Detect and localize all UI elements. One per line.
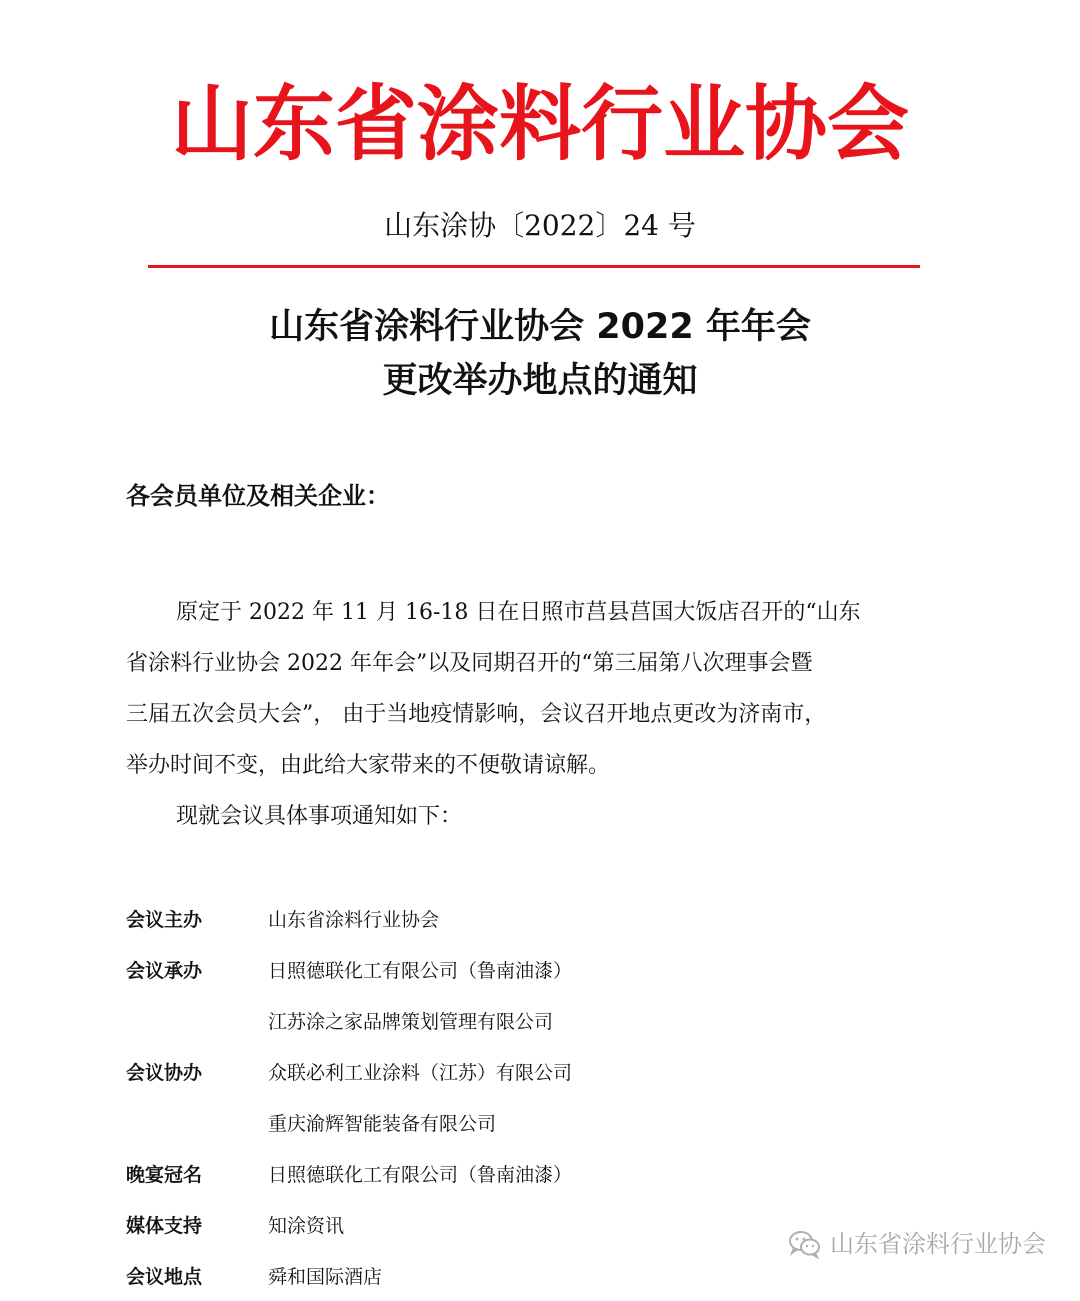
paragraph-line: 举办时间不变，由此给大家带来的不便敬请谅解。 — [126, 753, 611, 778]
info-row — [126, 1046, 826, 1097]
masthead-org-name: 山东省涂料行业协会 — [170, 76, 909, 172]
info-row — [126, 1097, 826, 1148]
document-number: 山东涂协〔2022〕24 号 — [384, 209, 696, 242]
info-row — [126, 893, 826, 944]
info-value: 山东省涂料行业协会 — [268, 909, 440, 931]
notice-title-line-2: 更改举办地点的通知 — [382, 361, 698, 401]
info-value: 日照德联化工有限公司（鲁南油漆） — [268, 1164, 573, 1186]
notice-title-line-1: 山东省涂料行业协会 2022 年年会 — [269, 307, 811, 347]
info-row — [126, 944, 826, 995]
info-row — [126, 995, 826, 1046]
body-paragraph-1 — [126, 587, 946, 791]
info-row — [126, 1148, 826, 1199]
info-label: 晚宴冠名 — [126, 1164, 203, 1186]
info-label: 会议地点 — [126, 1266, 203, 1288]
info-value: 江苏涂之家品牌策划管理有限公司 — [268, 1011, 554, 1033]
info-row — [126, 1199, 826, 1250]
info-value: 重庆渝辉智能装备有限公司 — [268, 1113, 497, 1135]
salutation: 各会员单位及相关企业： — [126, 482, 390, 510]
paragraph-line: 现就会议具体事项通知如下： — [176, 804, 463, 829]
paragraph-line: 省涂料行业协会 2022 年年会”以及同期召开的“第三届第八次理事会暨 — [126, 651, 813, 676]
info-row — [126, 1250, 826, 1301]
paragraph-line: 三届五次会员大会”， 由于当地疫情影响，会议召开地点更改为济南市， — [126, 702, 827, 727]
wechat-icon — [788, 1229, 822, 1259]
info-label: 会议承办 — [126, 960, 203, 982]
info-label: 会议协办 — [126, 1062, 203, 1084]
info-value: 日照德联化工有限公司（鲁南油漆） — [268, 960, 573, 982]
body-paragraph-2 — [126, 791, 946, 842]
info-label: 会议主办 — [126, 909, 203, 931]
info-label: 媒体支持 — [126, 1215, 203, 1237]
paragraph-line: 原定于 2022 年 11 月 16-18 日在日照市莒县莒国大饭店召开的“山东 — [176, 600, 861, 625]
info-value: 众联必利工业涂料（江苏）有限公司 — [268, 1062, 573, 1084]
meeting-info-list — [126, 893, 826, 1301]
info-value: 舜和国际酒店 — [268, 1266, 383, 1288]
red-divider — [148, 265, 920, 268]
info-value: 知涂资讯 — [268, 1215, 345, 1237]
account-watermark — [788, 1226, 1046, 1262]
watermark-text: 山东省涂料行业协会 — [830, 1230, 1046, 1258]
